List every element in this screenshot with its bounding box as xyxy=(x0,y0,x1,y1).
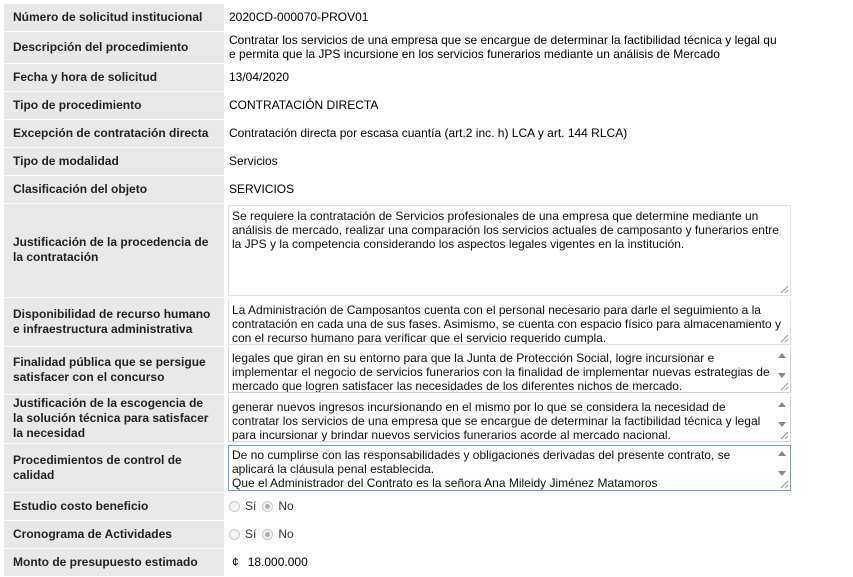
scroll-down-icon[interactable] xyxy=(778,471,786,476)
value-tipo-procedimiento: CONTRATACIÓN DIRECTA xyxy=(229,98,379,112)
resize-grip-icon[interactable] xyxy=(779,333,789,343)
label-monto: Monto de presupuesto estimado xyxy=(4,548,224,576)
value-fecha: 13/04/2020 xyxy=(229,70,290,84)
costo-label-si: Sí xyxy=(245,499,257,513)
scroll-down-icon[interactable] xyxy=(778,373,786,378)
label-tipo-procedimiento: Tipo de procedimiento xyxy=(4,91,224,119)
row-modalidad xyxy=(4,147,791,175)
value-modalidad: Servicios xyxy=(229,154,278,168)
label-clasificacion: Clasificación del objeto xyxy=(4,175,224,203)
row-control xyxy=(4,443,791,492)
label-modalidad: Tipo de modalidad xyxy=(4,147,224,175)
label-excepcion: Excepción de contratación directa xyxy=(4,119,224,147)
finalidad-scrollbar[interactable] xyxy=(775,349,789,380)
label-control: Procedimientos de control de calidad xyxy=(4,443,224,492)
escogencia-textarea[interactable] xyxy=(228,396,791,442)
label-disponibilidad: Disponibilidad de recurso humano e infraestructura administrativa xyxy=(4,297,224,346)
scroll-down-icon[interactable] xyxy=(778,422,786,427)
scroll-up-icon[interactable] xyxy=(778,353,786,358)
label-fecha: Fecha y hora de solicitud xyxy=(4,63,224,91)
label-cronograma: Cronograma de Actividades xyxy=(4,520,224,548)
costo-radio-no[interactable] xyxy=(262,501,273,512)
scroll-up-icon[interactable] xyxy=(778,402,786,407)
label-finalidad: Finalidad pública que se persigue satisfacer con el concurso xyxy=(4,346,224,394)
row-finalidad xyxy=(4,346,791,394)
row-monto xyxy=(4,548,791,576)
cronograma-label-si: Sí xyxy=(245,527,257,541)
row-tipo-procedimiento xyxy=(4,91,791,119)
control-line-1: De no cumplirse con las responsabilidades y obligaciones derivadas del presente contrato, se xyxy=(232,447,731,462)
label-costo: Estudio costo beneficio xyxy=(4,492,224,520)
costo-label-no: No xyxy=(278,499,294,513)
resize-grip-icon[interactable] xyxy=(779,430,789,440)
cronograma-radio-no[interactable] xyxy=(262,529,273,540)
control-textarea[interactable] xyxy=(228,445,791,491)
row-escogencia xyxy=(4,394,791,443)
row-costo xyxy=(4,492,791,520)
row-disponibilidad xyxy=(4,297,791,346)
value-descripcion: Contratar los servicios de una empresa que se encargue de determinar la factibilidad técnica y legal qu e permita que la JPS incursione en los servicios funerarios mediante un análisis de Mercado xyxy=(229,33,777,61)
control-line-3: Que el Administrador del Contrato es la señora Ana Mileidy Jiménez Matamoros xyxy=(232,475,658,490)
resize-grip-icon[interactable] xyxy=(779,284,789,294)
value-numero: 2020CD-000070-PROV01 xyxy=(229,10,369,25)
label-escogencia: Justificación de la escogencia de la solución técnica para satisfacer la necesidad xyxy=(4,394,224,443)
row-justificacion xyxy=(4,203,791,297)
justificacion-textarea[interactable] xyxy=(228,205,791,296)
justificacion-text: Se requiere la contratación de Servicios profesionales de una empresa que determine mediante un análisis de mercado, realizar una comparación los servicios actuales de camposanto y funerarios entre la JPS y la competencia considerando los aspectos legales vigentes en la institución. xyxy=(232,208,779,251)
label-justificacion: Justificación de la procedencia de la contratación xyxy=(4,203,224,297)
row-excepcion xyxy=(4,119,791,147)
row-cronograma xyxy=(4,520,791,548)
control-line-2: aplicará la cláusula penal establecida. xyxy=(232,461,435,476)
currency-symbol: ¢ xyxy=(232,555,239,569)
label-numero: Número de solicitud institucional xyxy=(4,4,224,31)
value-clasificacion: SERVICIOS xyxy=(229,182,295,196)
finalidad-text: legales que giran en su entorno para que la Junta de Protección Social, logre incursionar e implementar el negocio de servicios funerarios con la finalidad de implementar nuevas estrategias de mercado que logren satisfacer las necesidades de los diferentes nichos de mercado. xyxy=(232,351,770,393)
cronograma-label-no: No xyxy=(278,527,294,541)
resize-grip-icon[interactable] xyxy=(779,479,789,489)
value-monto: 18.000.000 xyxy=(247,555,308,569)
finalidad-textarea[interactable] xyxy=(228,347,791,393)
row-descripcion xyxy=(4,31,791,63)
disponibilidad-text: La Administración de Camposantos cuenta con el personal necesario para darle el seguimiento a la contratación en cada una de sus fases. Asimismo, se cuenta con espacio físico para almacenamiento y con el recurso humano para verificar que el servicio requerido cumpla. xyxy=(232,302,781,345)
label-descripcion: Descripción del procedimiento xyxy=(4,31,224,63)
row-numero xyxy=(4,4,791,31)
costo-radio-si[interactable] xyxy=(229,501,240,512)
disponibilidad-textarea[interactable] xyxy=(228,299,791,345)
cronograma-radio-si[interactable] xyxy=(229,529,240,540)
row-fecha xyxy=(4,63,791,91)
solicitud-form xyxy=(4,4,791,577)
escogencia-text: generar nuevos ingresos incursionando en el mismo por lo que se considera la necesidad de contratar los servicios de una empresa que se encargue de determinar la factibilidad técnica y legal para incursionar y brindar nuevos servicios funerarios acorde al mercado nacional. xyxy=(232,399,761,442)
control-scrollbar[interactable] xyxy=(775,447,789,478)
scroll-up-icon[interactable] xyxy=(778,451,786,456)
resize-grip-icon[interactable] xyxy=(779,381,789,391)
escogencia-scrollbar[interactable] xyxy=(775,398,789,429)
row-clasificacion xyxy=(4,175,791,203)
value-excepcion: Contratación directa por escasa cuantía (art.2 inc. h) LCA y art. 144 RLCA) xyxy=(229,126,628,140)
